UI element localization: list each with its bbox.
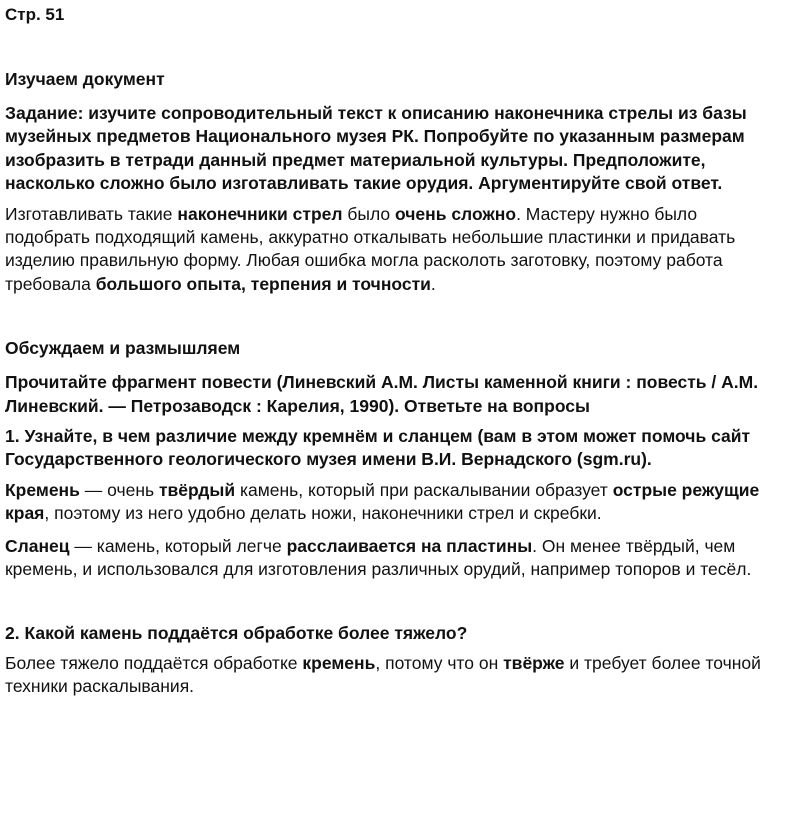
answer-text: , потому что он <box>375 652 504 673</box>
answer-emphasis: острые режущие края <box>5 479 760 524</box>
answer-emphasis: наконечники стрел <box>177 203 343 224</box>
answer-emphasis: Сланец <box>5 535 70 556</box>
answer-arrowhead <box>5 203 785 297</box>
answer-text: — камень, который легче <box>69 535 287 556</box>
answer-text: Более тяжело поддаётся обработке <box>5 652 303 673</box>
answer-text: Изготавливать такие <box>5 203 178 224</box>
section-heading-study-document: Изучаем документ <box>5 69 165 89</box>
answer-text: — очень <box>79 479 159 500</box>
answer-emphasis: очень сложно <box>394 203 517 224</box>
section-heading-discuss: Обсуждаем и размышляем <box>5 338 241 359</box>
answer-q2 <box>5 652 785 699</box>
answer-emphasis: твёрдый <box>158 479 236 500</box>
answer-text: и требует более точной техники раскалывания. <box>5 652 761 697</box>
answer-slate <box>5 535 785 582</box>
answer-emphasis: расслаивается на пластины <box>286 535 533 556</box>
page-number: Стр. 51 <box>5 5 65 24</box>
answer-text: было <box>342 203 395 224</box>
answer-text: . Он менее твёрдый, чем кремень, и использовался для изготовления различных орудий, например топоров и тесёл. <box>5 535 752 580</box>
answer-text: . Мастеру нужно было подобрать подходящий камень, аккуратно откалывать небольшие пластинки и придавать изделию правильную форму. Любая ошибка могла расколоть заготовку, поэтому работа требовала <box>5 203 736 294</box>
answer-text: , поэтому из него удобно делать ножи, наконечники стрел и скребки. <box>44 503 602 524</box>
answer-emphasis: твёрже <box>503 652 565 673</box>
answer-flint <box>5 479 785 526</box>
answer-emphasis: кремень <box>302 652 376 673</box>
answer-emphasis: Кремень <box>5 479 80 500</box>
answer-text: . <box>430 273 436 294</box>
task-study-document: Задание: изучите сопроводительный текст к описанию наконечника стрелы из базы музейных предметов Национального музея РК. Попробуйте по указанным размерам изобразить в тетради данный предмет материальной культуры. Предположите, насколько сложно было изготавливать такие орудия. Аргументируйте свой ответ. <box>5 103 747 194</box>
answer-emphasis: большого опыта, терпения и точности <box>95 273 431 294</box>
answer-text: камень, который при раскалывании образует <box>235 479 613 500</box>
question-2: 2. Какой камень поддаётся обработке более тяжело? <box>5 622 468 643</box>
question-1: 1. Узнайте, в чем различие между кремнём и сланцем (вам в этом может помочь сайт Государственного геологического музея имени В.И. Вернадского (sgm.ru). <box>5 426 751 470</box>
task-read-fragment: Прочитайте фрагмент повести (Линевский А.М. Листы каменной книги : повесть / А.М. Линевский. — Петрозаводск : Карелия, 1990). Ответьте на вопросы <box>5 372 759 416</box>
